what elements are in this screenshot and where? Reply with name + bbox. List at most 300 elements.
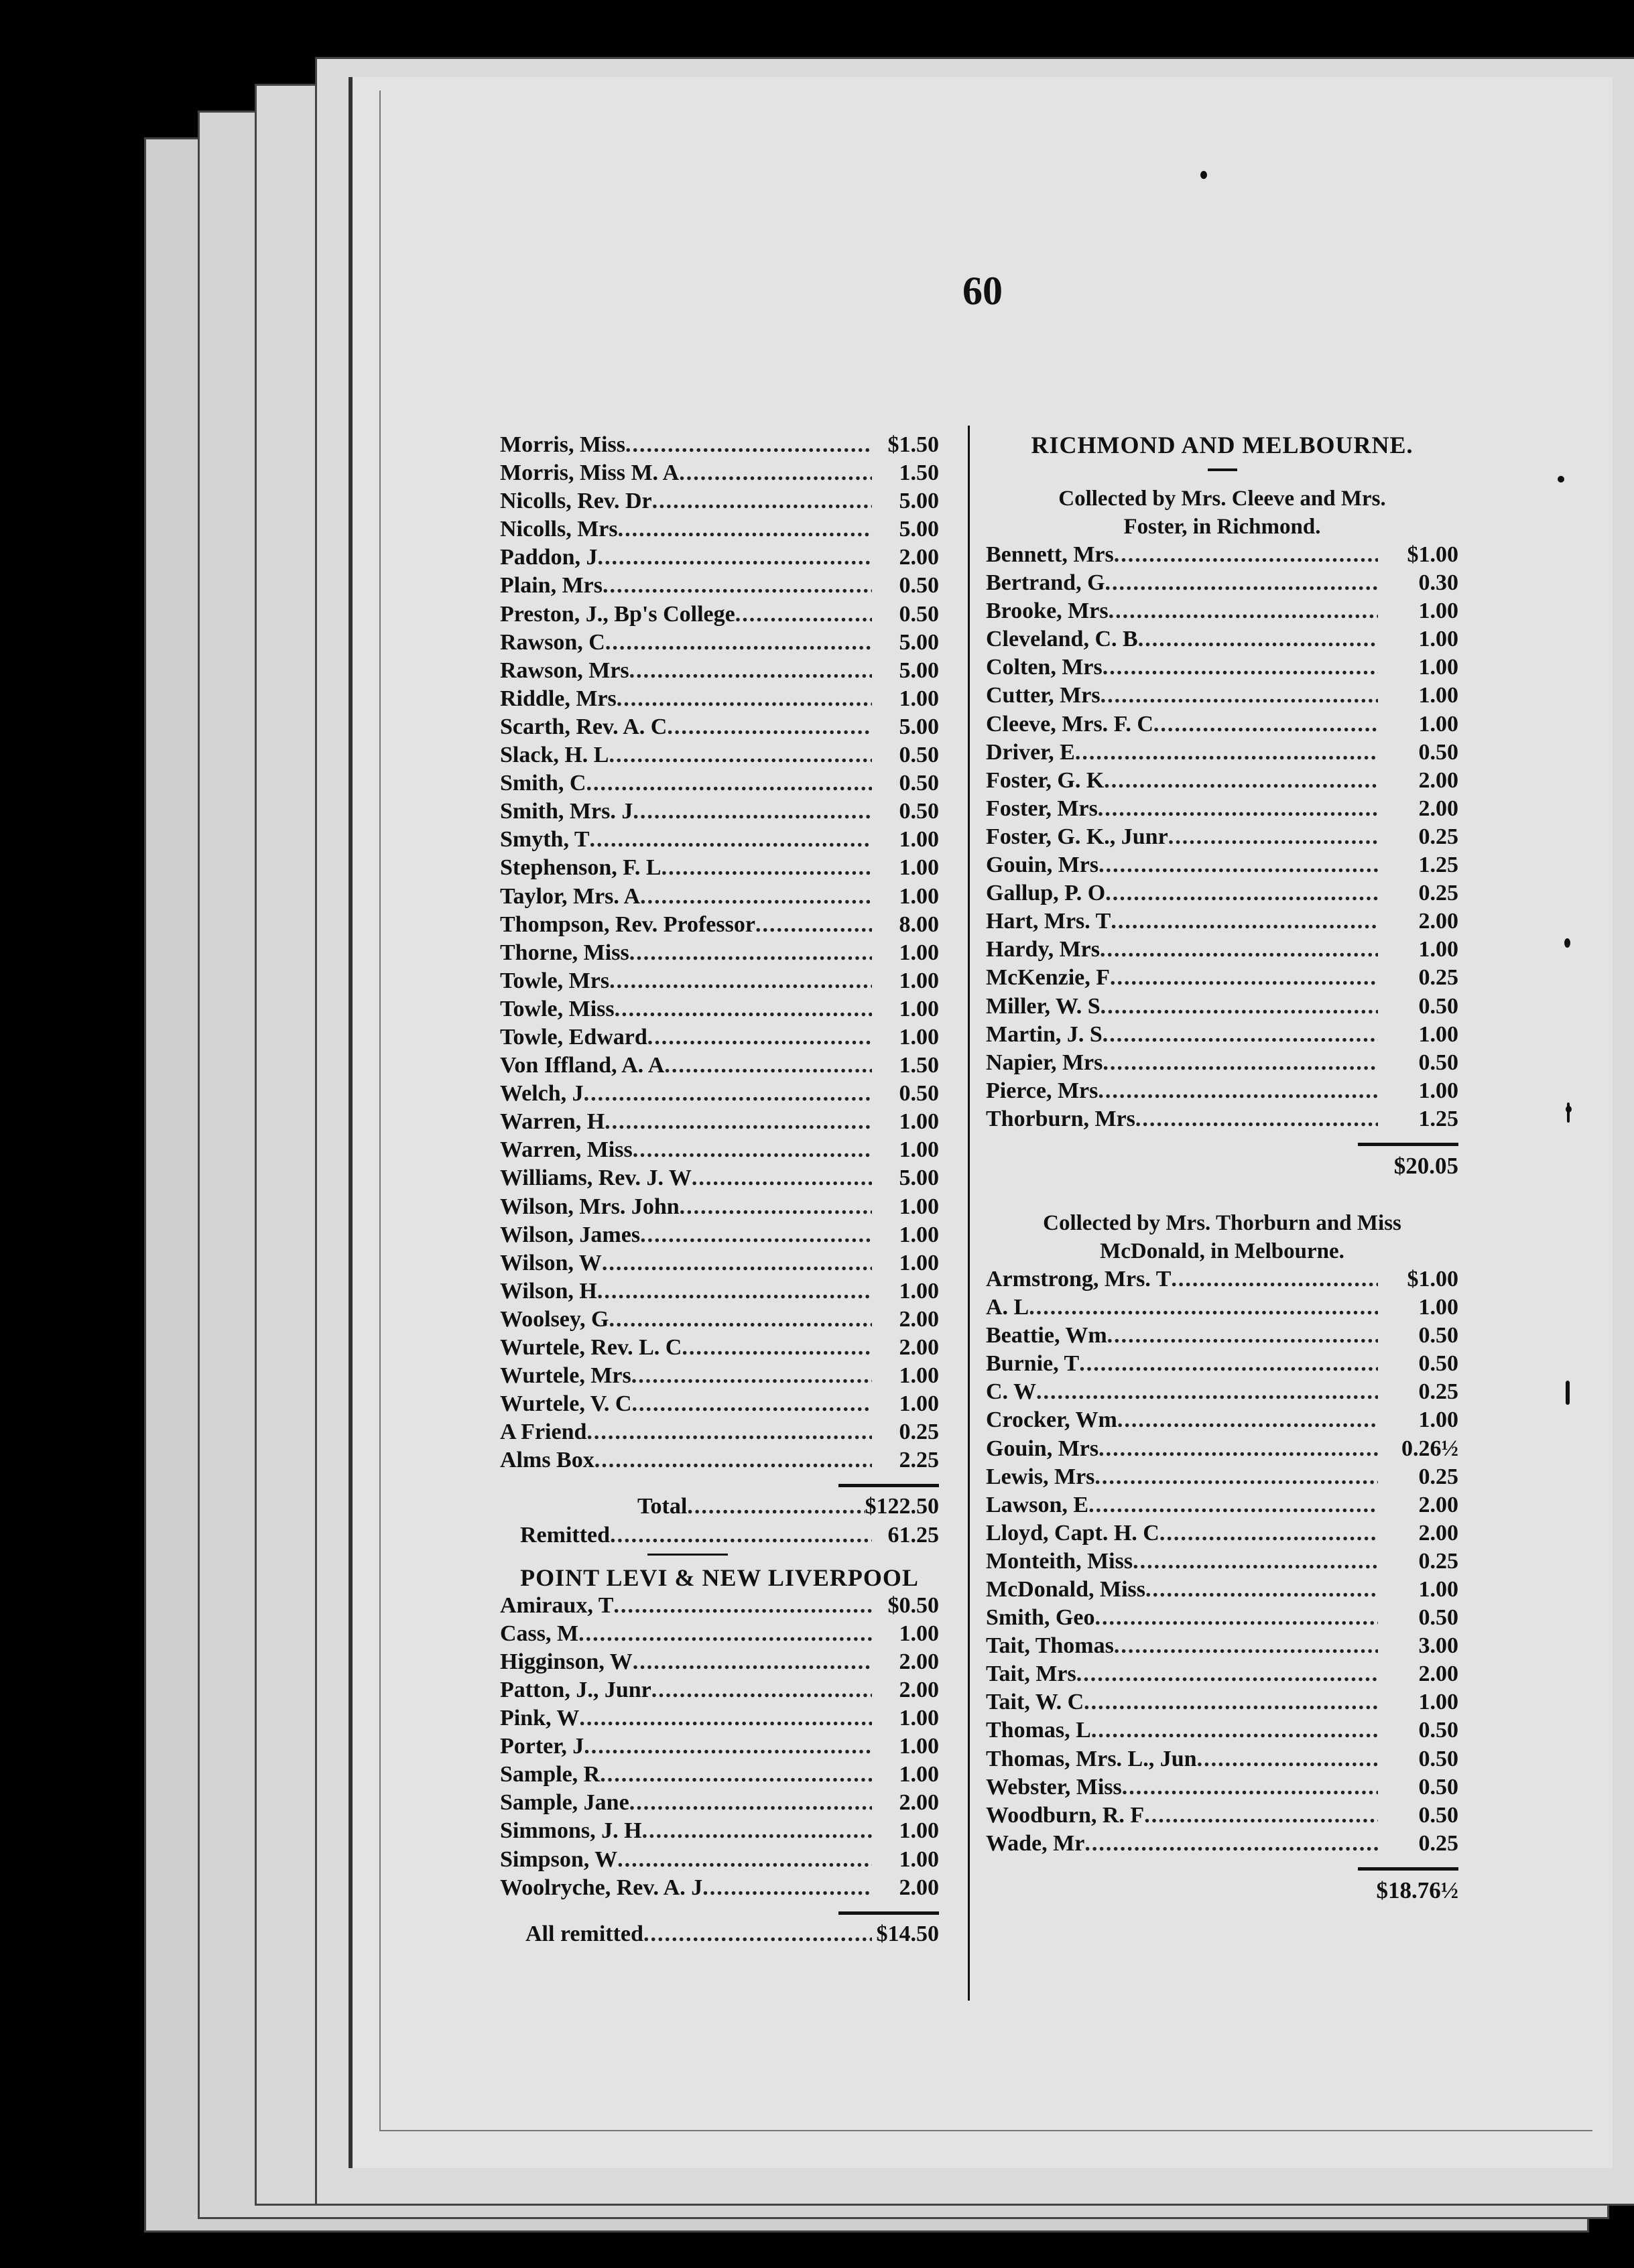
entry-name: Alms Box xyxy=(500,1448,594,1473)
dot-leader xyxy=(692,1164,872,1192)
column-divider xyxy=(968,426,970,2001)
entry-amount: 2.00 xyxy=(899,1649,939,1674)
dot-leader xyxy=(1114,1632,1378,1660)
list-item xyxy=(986,851,1458,879)
dot-leader xyxy=(755,911,872,939)
total-amount: $122.50 xyxy=(865,1494,939,1519)
entry-amount: 1.00 xyxy=(1418,598,1458,624)
dot-leader xyxy=(1101,682,1378,710)
list-item xyxy=(500,1080,939,1108)
list-item xyxy=(986,1519,1458,1548)
dot-leader xyxy=(1029,1294,1378,1322)
list-item xyxy=(986,1049,1458,1077)
entry-name: Tait, Thomas xyxy=(986,1633,1114,1659)
richmond-entry-list xyxy=(986,541,1458,1133)
list-item xyxy=(500,1817,939,1845)
dot-leader xyxy=(1084,1688,1378,1716)
entry-amount: 2.00 xyxy=(1418,909,1458,934)
entry-amount: 0.50 xyxy=(1418,1323,1458,1348)
entry-name: Hardy, Mrs xyxy=(986,937,1100,962)
dot-leader xyxy=(617,1846,872,1874)
entry-amount: 1.00 xyxy=(899,1734,939,1759)
entry-name: Wilson, W xyxy=(500,1250,602,1275)
dot-leader xyxy=(1153,710,1378,739)
list-item xyxy=(986,1322,1458,1350)
list-item xyxy=(986,1077,1458,1105)
list-item xyxy=(986,569,1458,597)
dot-leader xyxy=(1114,541,1378,569)
dot-leader xyxy=(1105,569,1378,597)
group1-subheading-line2: Foster, in Richmond. xyxy=(1123,515,1321,539)
list-item xyxy=(500,515,939,544)
dot-leader xyxy=(679,459,872,487)
entry-name: Wilson, Mrs. John xyxy=(500,1194,680,1219)
list-item xyxy=(500,1676,939,1704)
dot-leader xyxy=(1111,907,1378,936)
entry-amount: 1.00 xyxy=(1418,1295,1458,1320)
entry-name: Foster, G. K xyxy=(986,767,1105,793)
remitted-label: Remitted xyxy=(520,1522,611,1548)
dot-leader xyxy=(617,685,872,713)
entry-name: Cleeve, Mrs. F. C xyxy=(986,711,1153,737)
list-item xyxy=(986,1604,1458,1632)
list-item xyxy=(986,1716,1458,1745)
entry-amount: 5.00 xyxy=(899,1166,939,1191)
list-item xyxy=(500,487,939,515)
dot-leader xyxy=(605,629,872,657)
list-item xyxy=(500,1221,939,1249)
list-item xyxy=(986,879,1458,907)
entry-name: Thorne, Miss xyxy=(500,940,629,965)
dot-leader xyxy=(586,1418,872,1446)
entry-name: Burnie, T xyxy=(986,1351,1080,1377)
entry-name: Stephenson, F. L xyxy=(500,855,662,881)
list-item xyxy=(986,541,1458,569)
list-item xyxy=(500,769,939,798)
dot-leader xyxy=(1171,1265,1378,1294)
dot-leader xyxy=(1098,1435,1378,1463)
section-rule xyxy=(647,1554,728,1556)
entry-name: C. W xyxy=(986,1379,1036,1405)
list-item xyxy=(986,823,1458,851)
dot-leader xyxy=(633,1136,872,1164)
dot-leader xyxy=(1094,1604,1378,1632)
entry-name: Cutter, Mrs xyxy=(986,683,1101,708)
dot-leader xyxy=(1075,739,1378,767)
heading-dash xyxy=(1208,468,1237,471)
entry-amount: 0.50 xyxy=(899,1081,939,1107)
list-item xyxy=(500,883,939,911)
entry-name: Thorburn, Mrs xyxy=(986,1106,1135,1131)
all-remitted-amount: $14.50 xyxy=(876,1921,939,1946)
entry-name: Nicolls, Rev. Dr xyxy=(500,489,652,514)
entry-name: Paddon, J xyxy=(500,545,598,570)
entry-amount: 0.25 xyxy=(1418,881,1458,906)
entry-amount: 1.00 xyxy=(1418,937,1458,962)
dot-leader xyxy=(1091,1716,1378,1745)
entry-name: Lewis, Mrs xyxy=(986,1464,1095,1489)
entry-amount: 1.00 xyxy=(899,827,939,853)
entry-name: Nicolls, Mrs xyxy=(500,517,618,542)
dot-leader xyxy=(682,1334,872,1362)
entry-name: Preston, J., Bp's College xyxy=(500,601,735,627)
list-item xyxy=(500,572,939,600)
entry-name: Woolryche, Rev. A. J xyxy=(500,1875,703,1900)
entry-amount: 1.00 xyxy=(899,1278,939,1304)
entry-amount: 2.00 xyxy=(1418,767,1458,793)
dot-leader xyxy=(1105,879,1378,907)
dot-leader xyxy=(1197,1745,1378,1773)
dot-leader xyxy=(651,1676,872,1704)
dot-leader xyxy=(609,1306,872,1334)
list-item xyxy=(500,911,939,939)
dot-leader xyxy=(1138,625,1378,653)
dot-leader xyxy=(640,1221,872,1249)
list-item xyxy=(986,907,1458,936)
all-remitted-label: All remitted xyxy=(525,1921,643,1946)
right-column xyxy=(986,431,1458,1905)
dot-leader xyxy=(642,1817,872,1845)
list-item xyxy=(986,1688,1458,1716)
entry-amount: 1.00 xyxy=(899,1846,939,1872)
sum-rule xyxy=(1358,1143,1458,1146)
list-item xyxy=(500,967,939,995)
dot-leader xyxy=(1101,993,1378,1021)
dot-leader xyxy=(664,1052,872,1080)
dot-leader xyxy=(586,769,872,798)
entry-name: Taylor, Mrs. A xyxy=(500,883,641,909)
entry-amount: 0.50 xyxy=(1418,1351,1458,1377)
dot-leader xyxy=(613,1592,872,1620)
entry-amount: 2.00 xyxy=(1418,1492,1458,1517)
ink-speck xyxy=(1567,1102,1570,1123)
list-item xyxy=(500,1108,939,1136)
dot-leader xyxy=(1098,795,1378,823)
entry-amount: 0.50 xyxy=(899,799,939,824)
dot-leader xyxy=(1076,1660,1378,1688)
entry-amount: 1.00 xyxy=(1418,627,1458,652)
dot-leader xyxy=(1084,1830,1378,1858)
list-item xyxy=(986,1435,1458,1463)
entry-amount: 5.00 xyxy=(899,657,939,683)
entry-amount: 2.00 xyxy=(1418,1520,1458,1546)
group2-subheading-line1: Collected by Mrs. Thorburn and Miss xyxy=(1043,1210,1401,1235)
entry-name: Smith, Geo xyxy=(986,1605,1095,1631)
list-item xyxy=(986,1105,1458,1133)
entry-amount: 1.00 xyxy=(1418,683,1458,708)
list-item xyxy=(500,1592,939,1620)
dot-leader xyxy=(640,883,872,911)
entry-amount: 0.25 xyxy=(899,1420,939,1445)
list-item xyxy=(500,798,939,826)
list-item xyxy=(986,1745,1458,1773)
entry-amount: 1.00 xyxy=(899,1706,939,1731)
dot-leader xyxy=(1109,597,1378,625)
list-item xyxy=(500,939,939,967)
entry-amount: 0.25 xyxy=(1418,1464,1458,1489)
entry-amount: 2.00 xyxy=(899,1335,939,1360)
list-item xyxy=(986,795,1458,823)
entry-amount: 5.00 xyxy=(899,517,939,542)
entry-name: Brooke, Mrs xyxy=(986,598,1109,624)
entry-name: Hart, Mrs. T xyxy=(986,909,1111,934)
dot-leader xyxy=(598,544,873,572)
entry-name: Plain, Mrs xyxy=(500,573,603,598)
dot-leader xyxy=(702,1874,872,1902)
list-item xyxy=(986,993,1458,1021)
document-page xyxy=(349,77,1613,2168)
entry-amount: 1.00 xyxy=(899,1621,939,1646)
entry-amount: 1.00 xyxy=(1418,1577,1458,1602)
list-item xyxy=(500,1362,939,1390)
ink-speck xyxy=(1566,1381,1570,1405)
group1-total: $20.05 xyxy=(1393,1152,1458,1179)
entry-amount: 1.25 xyxy=(1418,853,1458,878)
entry-amount: 1.00 xyxy=(899,1762,939,1787)
list-item xyxy=(986,1265,1458,1294)
entry-name: Armstrong, Mrs. T xyxy=(986,1266,1172,1292)
list-item xyxy=(500,629,939,657)
entry-name: Napier, Mrs xyxy=(986,1050,1103,1075)
dot-leader xyxy=(629,657,872,685)
entry-name: Martin, J. S xyxy=(986,1021,1103,1047)
entry-name: Von Iffland, A. A xyxy=(500,1053,665,1078)
group2-total: $18.76½ xyxy=(1376,1877,1458,1903)
list-item xyxy=(500,685,939,713)
entry-amount: 1.00 xyxy=(1418,1078,1458,1103)
dot-leader xyxy=(1103,653,1378,682)
entry-name: Thomas, L xyxy=(986,1718,1091,1743)
entry-amount: 5.00 xyxy=(899,714,939,739)
entry-amount: 1.00 xyxy=(899,1109,939,1135)
entry-name: Wilson, H xyxy=(500,1278,597,1304)
entry-amount: 0.50 xyxy=(899,601,939,627)
list-item xyxy=(500,1418,939,1446)
entry-amount: 1.00 xyxy=(899,1391,939,1417)
list-item xyxy=(500,601,939,629)
entry-amount: 1.00 xyxy=(899,1363,939,1389)
entry-amount: 5.00 xyxy=(899,629,939,655)
list-item xyxy=(986,1463,1458,1491)
entry-name: Gouin, Mrs xyxy=(986,853,1099,878)
left-entry-list xyxy=(500,431,939,1474)
dot-leader xyxy=(618,515,872,544)
dot-leader xyxy=(1117,1406,1378,1434)
entry-amount: 0.30 xyxy=(1418,570,1458,596)
all-remitted-row xyxy=(500,1920,939,1948)
entry-name: Towle, Edward xyxy=(500,1024,647,1050)
list-item xyxy=(500,431,939,459)
list-item xyxy=(500,826,939,854)
dot-leader xyxy=(579,1704,872,1732)
list-item xyxy=(500,1334,939,1362)
list-item xyxy=(500,1732,939,1761)
entry-name: Bennett, Mrs xyxy=(986,542,1114,567)
entry-name: Porter, J xyxy=(500,1734,584,1759)
entry-amount: 0.50 xyxy=(899,771,939,796)
entry-amount: 2.25 xyxy=(899,1448,939,1473)
remitted-row xyxy=(500,1521,939,1550)
entry-amount: 1.25 xyxy=(1418,1106,1458,1131)
entry-amount: 2.00 xyxy=(1418,796,1458,821)
list-item xyxy=(986,682,1458,710)
dot-leader xyxy=(633,1648,872,1676)
entry-amount: 0.25 xyxy=(1418,824,1458,849)
ink-speck xyxy=(1564,938,1570,948)
list-item xyxy=(500,854,939,882)
entry-name: Towle, Miss xyxy=(500,996,615,1021)
entry-name: Sample, Jane xyxy=(500,1790,629,1816)
dot-leader xyxy=(647,1023,872,1052)
entry-amount: 5.00 xyxy=(899,489,939,514)
dot-leader xyxy=(1094,1463,1378,1491)
total-row xyxy=(500,1493,939,1521)
dot-leader xyxy=(609,741,872,769)
entry-amount: 1.00 xyxy=(899,883,939,909)
dot-leader xyxy=(1107,1322,1378,1350)
entry-name: Wilson, James xyxy=(500,1222,641,1247)
entry-amount: 3.00 xyxy=(1418,1633,1458,1659)
dot-leader xyxy=(652,487,872,515)
dot-leader xyxy=(631,1390,872,1418)
list-item xyxy=(500,1446,939,1474)
entry-name: Williams, Rev. J. W xyxy=(500,1166,692,1191)
entry-name: Thompson, Rev. Professor xyxy=(500,911,755,937)
list-item xyxy=(986,597,1458,625)
remitted-amount: 61.25 xyxy=(887,1522,939,1548)
entry-amount: 0.25 xyxy=(1418,965,1458,991)
subscription-columns xyxy=(353,338,1613,2054)
list-item xyxy=(500,1164,939,1192)
entry-amount: 1.00 xyxy=(1418,1407,1458,1433)
entry-name: A. L xyxy=(986,1295,1029,1320)
entry-amount: 1.00 xyxy=(899,855,939,881)
list-item xyxy=(986,1830,1458,1858)
dot-leader xyxy=(600,1761,872,1789)
dot-leader xyxy=(584,1080,872,1108)
entry-name: A Friend xyxy=(500,1420,587,1445)
entry-name: Warren, Miss xyxy=(500,1137,633,1163)
entry-amount: 1.00 xyxy=(899,1024,939,1050)
entry-amount: 2.00 xyxy=(899,1790,939,1816)
entry-name: McKenzie, F xyxy=(986,965,1111,991)
dot-leader xyxy=(578,1620,872,1648)
dot-leader xyxy=(629,1789,872,1817)
list-item xyxy=(500,741,939,769)
entry-name: Rawson, Mrs xyxy=(500,657,629,683)
entry-amount: 1.00 xyxy=(899,968,939,993)
list-item xyxy=(500,1023,939,1052)
entry-amount: 1.00 xyxy=(899,996,939,1021)
list-item xyxy=(500,1193,939,1221)
left-column xyxy=(500,431,939,1948)
entry-name: Tait, W. C xyxy=(986,1690,1084,1715)
entry-amount: 0.50 xyxy=(899,573,939,598)
entry-name: Warren, H xyxy=(500,1109,605,1135)
entry-name: Wurtele, V. C xyxy=(500,1391,632,1417)
dot-leader xyxy=(1168,823,1378,851)
sum-rule xyxy=(838,1484,939,1487)
list-item xyxy=(500,544,939,572)
list-item xyxy=(986,1406,1458,1434)
dot-leader xyxy=(1110,964,1378,992)
entry-amount: 0.25 xyxy=(1418,1379,1458,1405)
entry-name: Bertrand, G xyxy=(986,570,1105,596)
list-item xyxy=(986,767,1458,795)
dot-leader xyxy=(1098,1077,1378,1105)
entry-name: Pierce, Mrs xyxy=(986,1078,1098,1103)
list-item xyxy=(986,1632,1458,1660)
entry-name: Lloyd, Capt. H. C xyxy=(986,1520,1159,1546)
list-item xyxy=(986,1576,1458,1604)
entry-amount: 2.00 xyxy=(899,1875,939,1900)
dot-leader xyxy=(1159,1519,1378,1548)
dot-leader xyxy=(735,601,872,629)
list-item xyxy=(500,1249,939,1277)
entry-name: Simmons, J. H xyxy=(500,1818,642,1844)
entry-name: Monteith, Miss xyxy=(986,1548,1133,1574)
list-item xyxy=(986,1294,1458,1322)
entry-name: Smith, C xyxy=(500,771,586,796)
dot-leader xyxy=(1122,1773,1378,1802)
entry-name: Driver, E xyxy=(986,739,1075,765)
list-item xyxy=(500,1874,939,1902)
entry-amount: 0.50 xyxy=(1418,739,1458,765)
entry-amount: 1.00 xyxy=(1418,1690,1458,1715)
entry-amount: 2.00 xyxy=(899,545,939,570)
entry-amount: 0.50 xyxy=(1418,1605,1458,1631)
entry-name: Woolsey, G xyxy=(500,1306,609,1332)
entry-name: Wade, Mr xyxy=(986,1830,1085,1856)
dot-leader xyxy=(1103,1049,1378,1077)
sum-rule xyxy=(838,1911,939,1915)
dot-leader xyxy=(1098,851,1378,879)
entry-amount: 0.50 xyxy=(1418,1774,1458,1800)
list-item xyxy=(986,936,1458,964)
dot-leader xyxy=(667,713,872,741)
entry-amount: 0.50 xyxy=(1418,1718,1458,1743)
entry-amount: 1.00 xyxy=(899,1818,939,1844)
entry-name: Wurtele, Mrs xyxy=(500,1363,631,1389)
entry-name: Riddle, Mrs xyxy=(500,686,617,711)
entry-name: Higginson, W xyxy=(500,1649,633,1674)
entry-name: Miller, W. S xyxy=(986,993,1101,1019)
total-label: Total xyxy=(637,1494,688,1519)
entry-name: Welch, J xyxy=(500,1081,584,1107)
list-item xyxy=(986,739,1458,767)
entry-amount: 1.50 xyxy=(899,1053,939,1078)
group1-subheading-line1: Collected by Mrs. Cleeve and Mrs. xyxy=(1058,487,1386,511)
entry-name: Foster, G. K., Junr xyxy=(986,824,1168,849)
list-item xyxy=(500,1846,939,1874)
entry-name: Thomas, Mrs. L., Jun xyxy=(986,1746,1197,1771)
entry-amount: 1.00 xyxy=(1418,711,1458,737)
list-item xyxy=(500,1390,939,1418)
dot-leader xyxy=(629,939,872,967)
dot-leader xyxy=(662,854,872,882)
list-item xyxy=(500,1277,939,1306)
entry-amount: 2.00 xyxy=(1418,1661,1458,1687)
entry-name: Smith, Mrs. J xyxy=(500,799,633,824)
entry-name: Webster, Miss xyxy=(986,1774,1122,1800)
melbourne-entry-list xyxy=(986,1265,1458,1858)
dot-leader xyxy=(625,431,872,459)
list-item xyxy=(986,653,1458,682)
entry-amount: 0.25 xyxy=(1418,1830,1458,1856)
dot-leader xyxy=(1144,1802,1378,1830)
entry-name: Lawson, E xyxy=(986,1492,1089,1517)
dot-leader xyxy=(633,798,872,826)
